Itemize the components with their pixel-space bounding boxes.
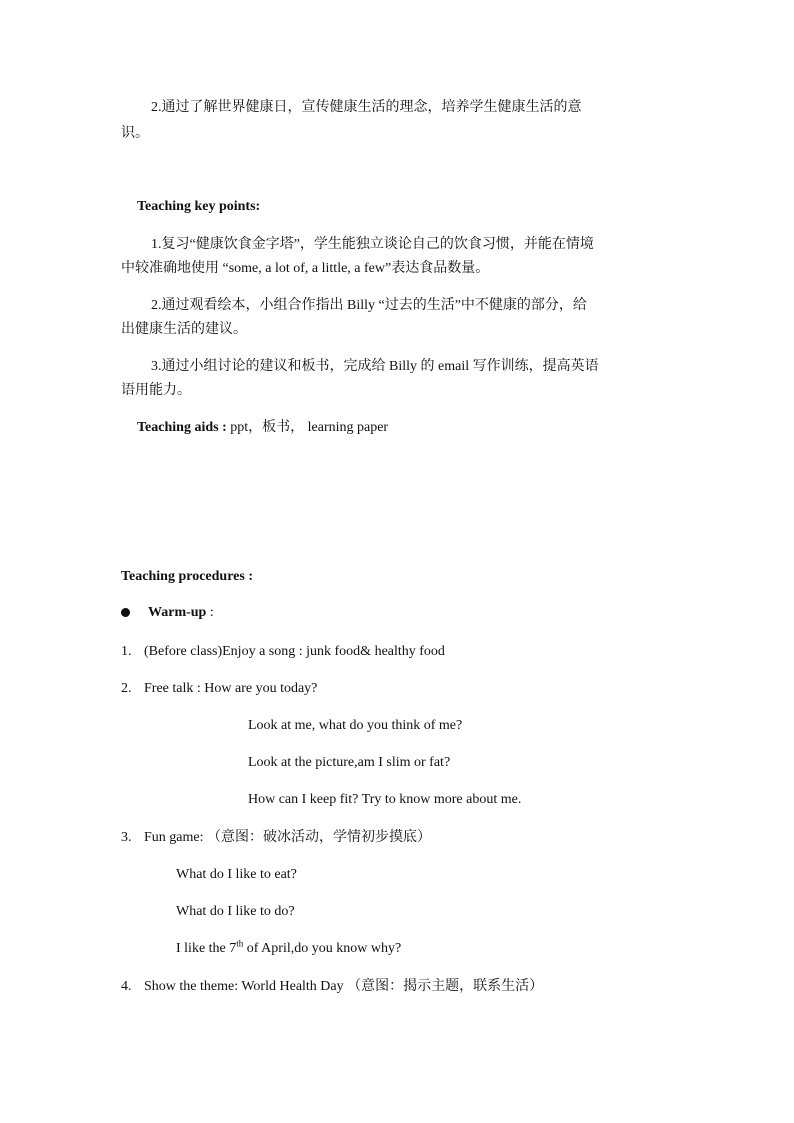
key-point-3-line-1: 3.通过小组讨论的建议和板书，完成给 Billy 的 email 写作训练，提高英语 [151,359,599,374]
key-points-heading: Teaching key points: [137,199,261,214]
fun-game-line: What do I like to do? [176,904,295,919]
procedures-heading: Teaching procedures : [121,569,253,584]
april-post: of April,do you know why? [243,941,402,956]
list-item: Fun game: （意图：破冰活动，学情初步摸底） [144,830,431,845]
list-item: (Before class)Enjoy a song : junk food& healthy food [144,644,445,659]
april-pre: I like the 7 [176,941,237,956]
teaching-aids-label: Teaching aids : [137,420,227,435]
key-point-3-line-2: 语用能力。 [121,383,191,398]
free-talk-line: Look at the picture,am I slim or fat? [248,755,451,770]
fun-game-line: What do I like to eat? [176,867,297,882]
key-point-2-line-2: 出健康生活的建议。 [121,322,247,337]
key-point-1-line-1: 1.复习“健康饮食金字塔”，学生能独立谈论自己的饮食习惯，并能在情境 [151,237,594,252]
aims-item-2-line-1: 2.通过了解世界健康日，宣传健康生活的理念，培养学生健康生活的意 [151,100,582,115]
april-sup: th [236,938,244,949]
aims-item-2-line-2: 识。 [121,126,149,141]
free-talk-line: Look at me, what do you think of me? [248,718,463,733]
key-point-2-line-1: 2.通过观看绘本，小组合作指出 Billy “过去的生活”中不健康的部分，给 [151,298,587,313]
warm-up-heading [148,603,214,623]
teaching-aids [137,418,388,438]
list-item: Show the theme: World Health Day （意图：揭示主题，联系生活） [144,979,544,994]
fun-game-line [176,939,401,959]
list-number: 3. [121,830,132,845]
warm-up-colon: : [206,605,214,620]
warm-up-label: Warm-up [148,605,207,620]
list-number: 4. [121,979,132,994]
key-point-1-line-2: 中较准确地使用 “some, a lot of, a little, a few”表达食品数量。 [121,261,490,276]
free-talk-line: How can I keep fit? Try to know more about me. [248,792,522,807]
list-number: 1. [121,644,132,659]
list-number: 2. [121,681,132,696]
teaching-aids-value: ppt，板书， learning paper [226,420,389,435]
bullet-icon [121,608,130,617]
list-item: Free talk : How are you today? [144,681,318,696]
